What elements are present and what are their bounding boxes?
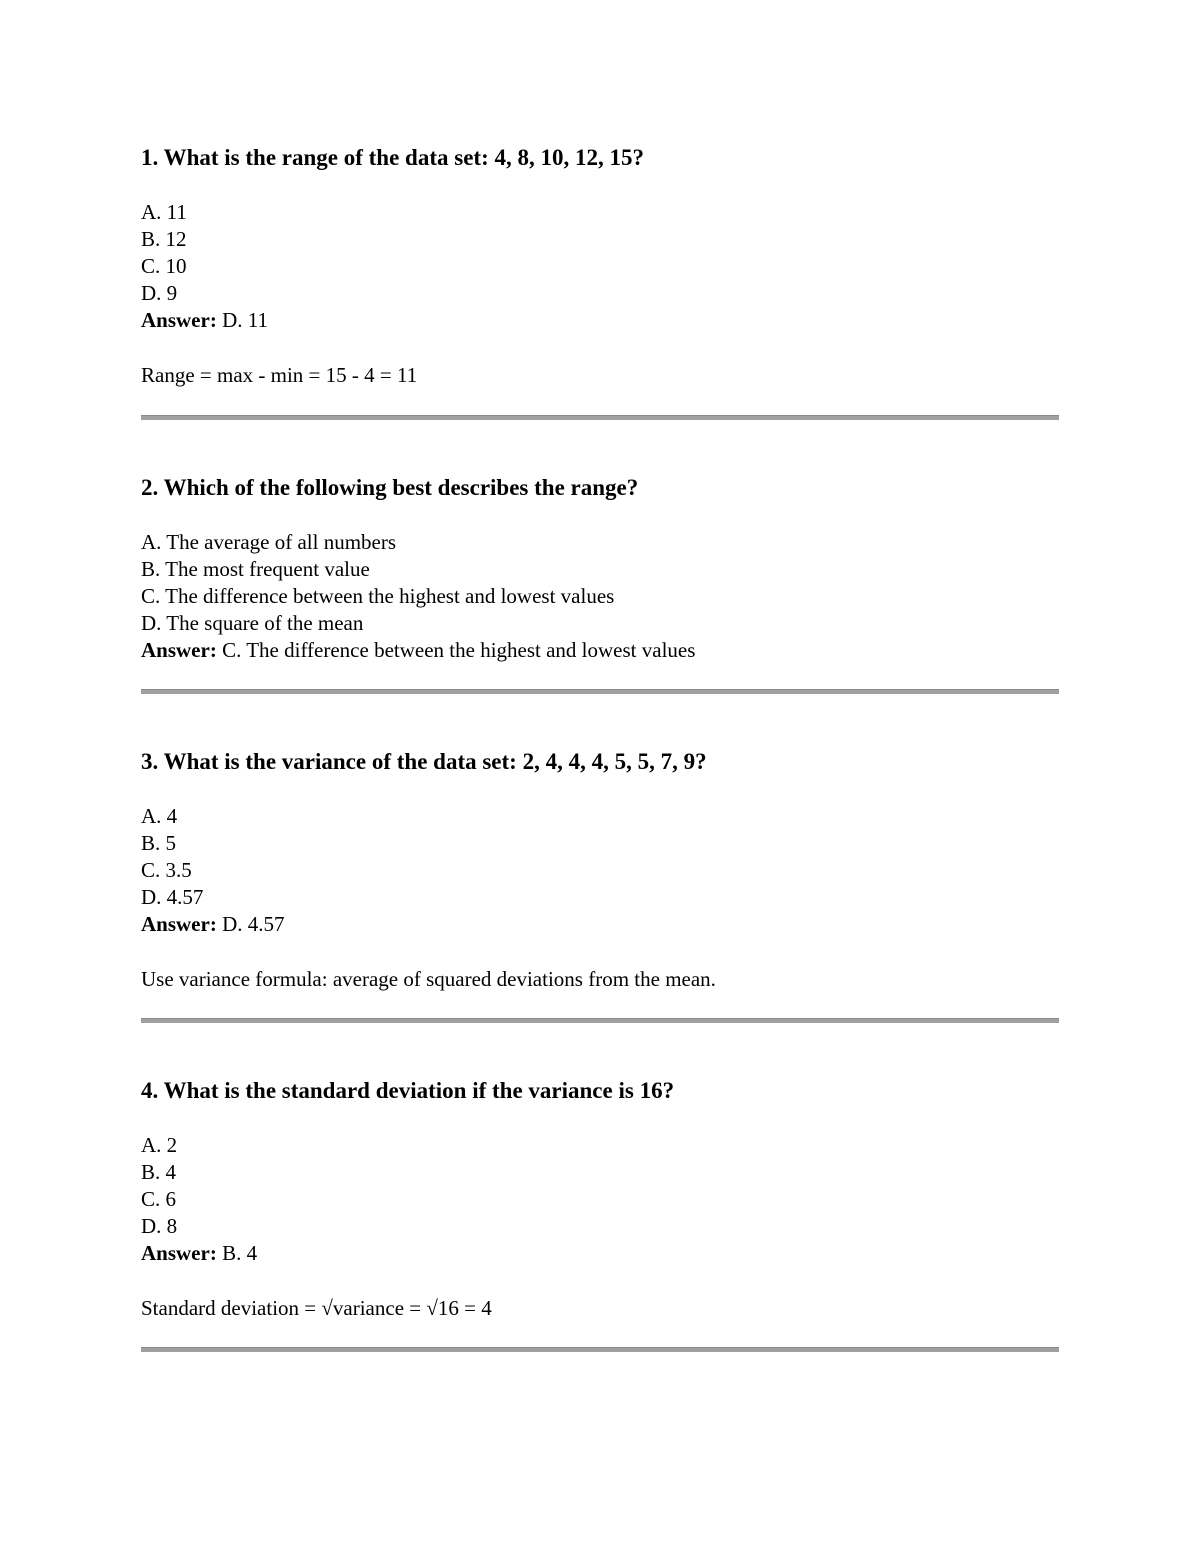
answer-text: C. The difference between the highest and lowest values xyxy=(216,638,696,662)
option-a: A. 11 xyxy=(141,200,187,224)
question-title: 3. What is the variance of the data set: 2, 4, 4, 4, 5, 5, 7, 9? xyxy=(141,749,707,774)
divider xyxy=(141,1347,1059,1352)
option-b: B. The most frequent value xyxy=(141,557,370,581)
option-list xyxy=(141,199,1059,334)
option-c: C. 10 xyxy=(141,254,187,278)
answer-label: Answer: xyxy=(141,308,217,332)
option-d: D. 8 xyxy=(141,1214,178,1238)
question-2 xyxy=(141,474,1059,664)
option-list xyxy=(141,1132,1059,1267)
question-title: 1. What is the range of the data set: 4, 8, 10, 12, 15? xyxy=(141,145,644,170)
answer-text: B. 4 xyxy=(216,1241,258,1265)
answer-label: Answer: xyxy=(141,1241,217,1265)
question-4 xyxy=(141,1077,1059,1322)
divider xyxy=(141,1018,1059,1023)
answer-text: D. 11 xyxy=(216,308,268,332)
question-title: 2. Which of the following best describes the range? xyxy=(141,475,639,500)
option-a: A. The average of all numbers xyxy=(141,530,397,554)
divider xyxy=(141,689,1059,694)
option-list xyxy=(141,529,1059,664)
answer-line xyxy=(141,637,1059,664)
option-d: D. 9 xyxy=(141,281,178,305)
divider xyxy=(141,415,1059,420)
option-d: D. The square of the mean xyxy=(141,611,364,635)
option-c: C. 6 xyxy=(141,1187,177,1211)
option-a: A. 2 xyxy=(141,1133,178,1157)
question-3 xyxy=(141,748,1059,993)
option-a: A. 4 xyxy=(141,804,178,828)
answer-label: Answer: xyxy=(141,912,217,936)
answer-label: Answer: xyxy=(141,638,217,662)
answer-line xyxy=(141,307,1059,334)
option-c: C. The difference between the highest and lowest values xyxy=(141,584,615,608)
option-b: B. 12 xyxy=(141,227,187,251)
answer-text: D. 4.57 xyxy=(216,912,285,936)
explanation: Range = max - min = 15 - 4 = 11 xyxy=(141,363,418,387)
answer-line xyxy=(141,1240,1059,1267)
option-b: B. 5 xyxy=(141,831,177,855)
question-title: 4. What is the standard deviation if the variance is 16? xyxy=(141,1078,675,1103)
option-d: D. 4.57 xyxy=(141,885,204,909)
explanation: Standard deviation = √variance = √16 = 4 xyxy=(141,1296,492,1320)
option-c: C. 3.5 xyxy=(141,858,192,882)
option-list xyxy=(141,803,1059,938)
answer-line xyxy=(141,911,1059,938)
explanation: Use variance formula: average of squared deviations from the mean. xyxy=(141,967,716,991)
question-1 xyxy=(141,144,1059,389)
option-b: B. 4 xyxy=(141,1160,177,1184)
